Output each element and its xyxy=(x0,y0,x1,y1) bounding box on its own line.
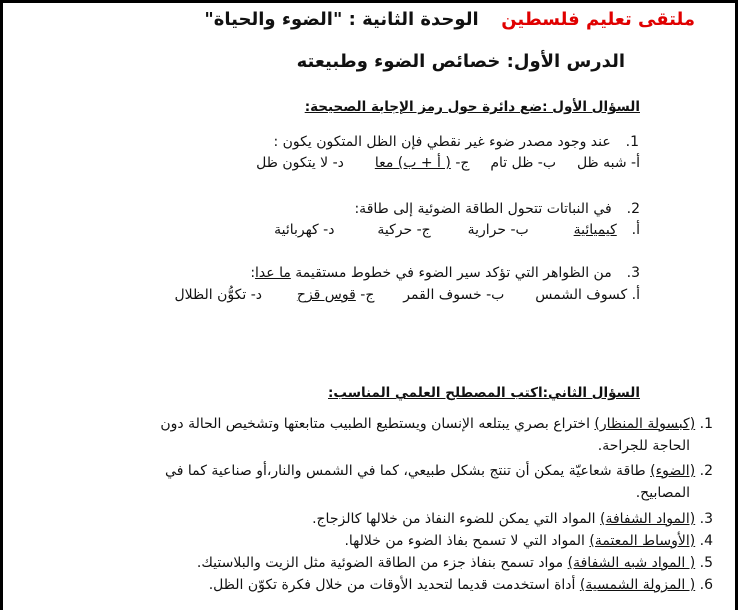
question-3-options xyxy=(175,287,641,303)
lesson-title: الدرس الأول: خصائص الضوء وطبيعته xyxy=(296,51,625,72)
item-text: مواد تسمح بنفاذ جزء من الطاقة الضوئية مثل الزيت والبلاستيك. xyxy=(196,555,568,571)
option-d: د- لا يتكون ظل xyxy=(256,155,344,171)
unit-title: الوحدة الثانية : "الضوء والحياة" xyxy=(204,9,479,30)
term-item-2-continuation: المصابيح. xyxy=(635,485,690,501)
item-text: اختراع بصري يبتلعه الإنسان ويستطيع الطبيب متابعتها وتشخيص الحالة دون xyxy=(160,416,595,432)
question-text-underlined: ما عدا xyxy=(255,265,291,281)
brand-title: ملتقى تعليم فلسطين xyxy=(501,9,695,30)
item-text: المواد التي لا تسمح بفاذ الضوء من خلالها. xyxy=(344,533,590,549)
question-text: عند وجود مصدر ضوء غير نقطي فإن الظل المتكون يكون : xyxy=(273,134,611,150)
option-c-answer: قوس قزح xyxy=(296,287,356,303)
section2-title: السؤال الثاني:اكتب المصطلح العلمي المناسب: xyxy=(328,385,640,401)
option-a-prefix: أ. xyxy=(631,222,640,238)
option-d: د- كهربائية xyxy=(274,222,335,238)
item-term: (الأوساط المعتمة) xyxy=(589,533,696,549)
item-number: 3. xyxy=(699,511,713,527)
option-a: أ. كسوف الشمس xyxy=(535,287,640,303)
item-number: 1. xyxy=(699,416,713,432)
term-item-4 xyxy=(344,533,713,549)
item-term: (كبسولة المنظار) xyxy=(594,416,696,432)
item-number: 6. xyxy=(699,577,713,593)
item-term: ( المزولة الشمسية) xyxy=(579,577,696,593)
item-number: 4. xyxy=(699,533,713,549)
term-item-2 xyxy=(165,463,713,479)
option-c-prefix: ج- xyxy=(360,287,375,303)
option-b: ب- ظل تام xyxy=(490,155,557,171)
option-c-prefix: ج- xyxy=(455,155,470,171)
item-text: أداة استخدمت قديما لتحديد الأوقات من خلال فكرة تكوّن الظل. xyxy=(208,577,580,593)
option-b: ب- خسوف القمر xyxy=(403,287,505,303)
option-d: د- تكوُّن الظلال xyxy=(174,287,262,303)
question-1-options xyxy=(256,155,640,171)
option-c-answer: ( أ + ب) معا xyxy=(374,155,451,171)
term-item-3 xyxy=(312,511,713,527)
term-item-1 xyxy=(160,416,713,432)
option-c: ج- حركية xyxy=(377,222,431,238)
question-text: في النباتات تتحول الطاقة الضوئية إلى طاقة: xyxy=(354,201,612,217)
question-2 xyxy=(354,201,640,217)
item-text: طاقة شعاعيّة يمكن أن تنتج بشكل طبيعي، كما في الشمس والنار،أو صناعية كما في xyxy=(165,463,651,479)
question-2-options xyxy=(274,222,640,238)
term-item-6 xyxy=(209,577,713,593)
question-text: من الظواهر التي تؤكد سير الضوء في خطوط مستقيمة xyxy=(295,265,612,281)
question-number: 1. xyxy=(625,134,639,150)
option-b: ب- حرارية xyxy=(467,222,529,238)
section1-title: السؤال الأول :ضع دائرة حول رمز الإجابة الصحيحة: xyxy=(304,99,640,115)
worksheet-header xyxy=(204,9,695,30)
question-number: 3. xyxy=(626,265,640,281)
option-a-answer: كيميائية xyxy=(573,222,617,238)
term-item-5 xyxy=(197,555,713,571)
item-term: (الضوء) xyxy=(650,463,696,479)
question-3 xyxy=(250,265,640,281)
item-number: 5. xyxy=(699,555,713,571)
question-1 xyxy=(273,134,639,150)
option-a: أ- شبه ظل xyxy=(576,155,640,171)
item-term: (المواد الشفافة) xyxy=(600,511,696,527)
item-number: 2. xyxy=(699,463,713,479)
term-item-1-continuation: الحاجة للجراحة. xyxy=(597,438,690,454)
item-text: المواد التي يمكن للضوء النفاذ من خلالها كالزجاج. xyxy=(312,511,600,527)
question-colon: : xyxy=(250,265,256,281)
question-number: 2. xyxy=(626,201,640,217)
item-term: ( المواد شبه الشفافة) xyxy=(567,555,696,571)
